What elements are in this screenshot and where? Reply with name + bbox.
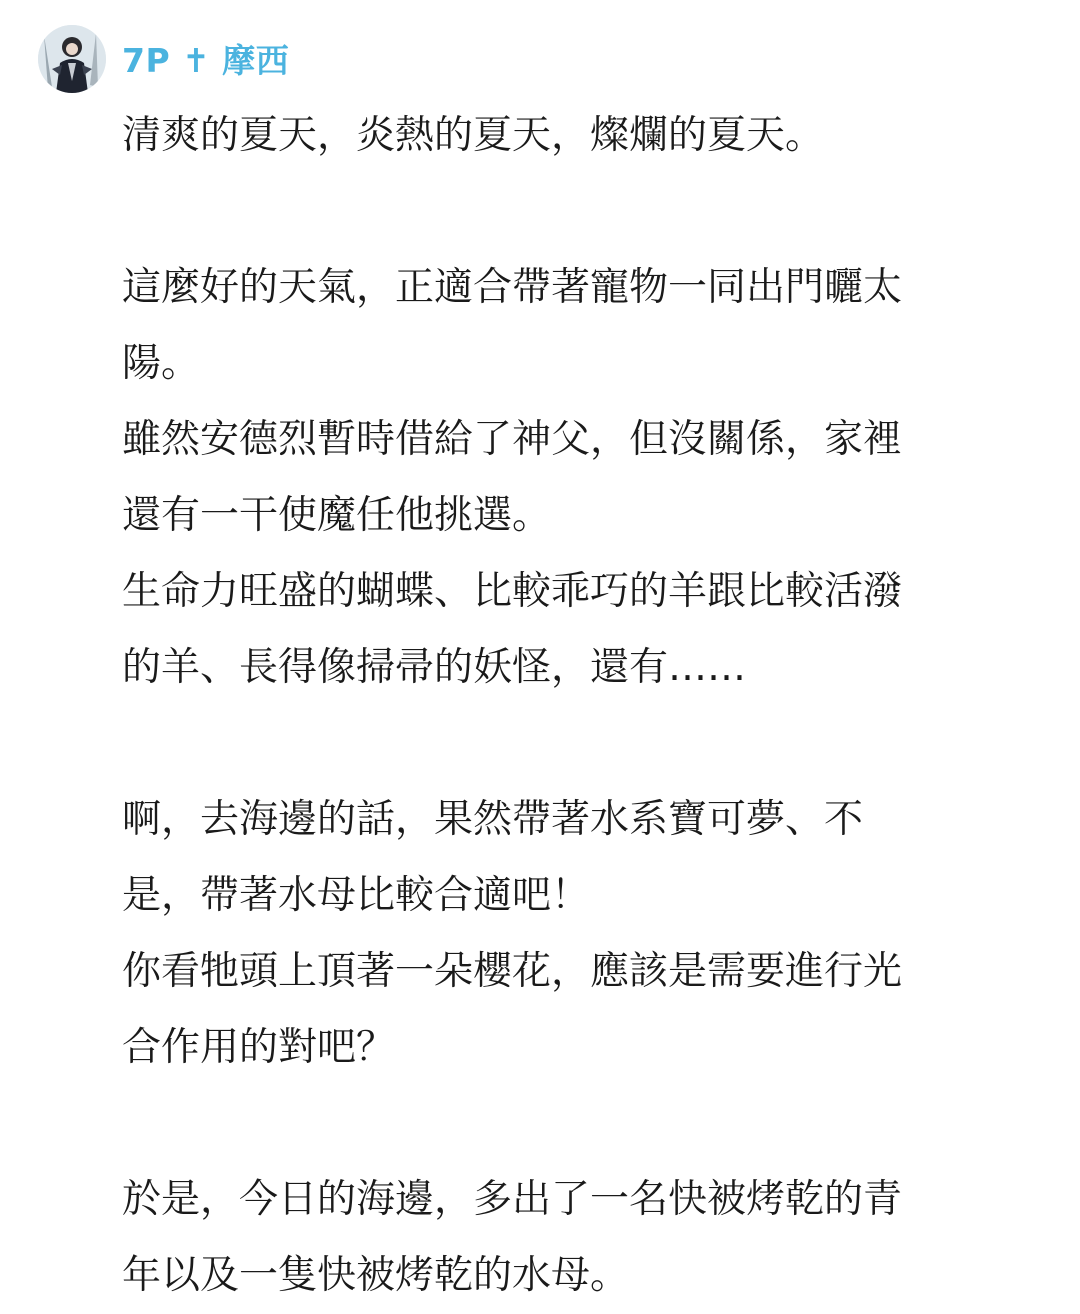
post-line: 的羊、長得像掃帚的妖怪，還有…… [122,645,747,690]
post-content [122,98,1022,1314]
post-line: 於是，今日的海邊，多出了一名快被烤乾的青 [122,1177,903,1222]
author-name[interactable]: 7P ✝ 摩西 [122,40,290,80]
post-line: 雖然安德烈暫時借給了神父，但沒關係，家裡 [122,417,903,462]
post-line: 你看牠頭上頂著一朵櫻花，應該是需要進行光 [122,949,903,994]
post-header [38,24,289,94]
post-line: 清爽的夏天，炎熱的夏天，燦爛的夏天。 [122,113,825,158]
post-line: 還有一干使魔任他挑選。 [122,493,552,538]
post-line: 陽。 [122,341,201,386]
post-line: 合作用的對吧？ [122,1025,396,1070]
post-line-blank [122,706,1022,782]
post-line: 生命力旺盛的蝴蝶、比較乖巧的羊跟比較活潑 [122,569,903,614]
post-line: 啊，去海邊的話，果然帶著水系寶可夢、不 [122,797,864,842]
user-avatar-icon[interactable] [38,25,106,93]
post-line-blank [122,1086,1022,1162]
post-line: 是，帶著水母比較合適吧！ [122,873,591,918]
post-line-blank [122,174,1022,250]
post-line: 年以及一隻快被烤乾的水母。 [122,1253,630,1298]
post-line: 這麼好的天氣，正適合帶著寵物一同出門曬太 [122,265,903,310]
post-text-block [122,98,1022,1314]
